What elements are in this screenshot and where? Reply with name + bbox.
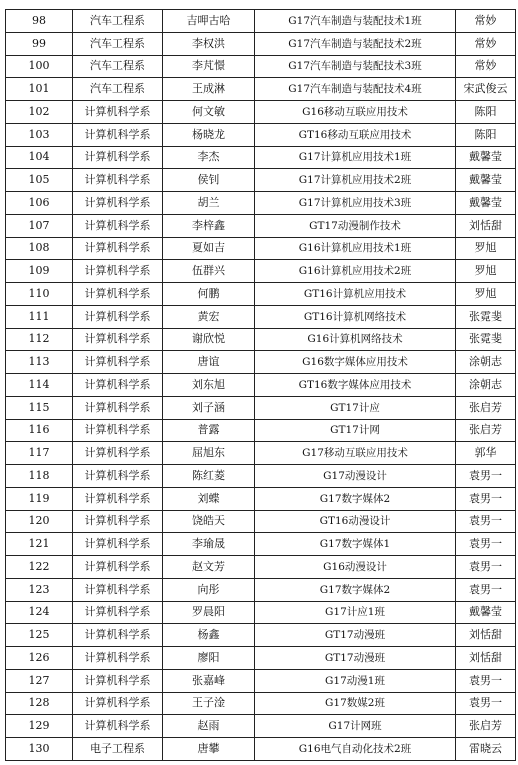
row-number-cell: 122 xyxy=(6,556,73,579)
class-name-cell: G17计算机应用技术1班 xyxy=(255,146,456,169)
department-cell: 计算机科学系 xyxy=(73,556,163,579)
teacher-name-cell: 刘恬甜 xyxy=(456,624,516,647)
student-name-cell: 刘东旭 xyxy=(163,374,255,397)
teacher-name-cell: 刘恬甜 xyxy=(456,214,516,237)
row-number-cell: 108 xyxy=(6,237,73,260)
department-cell: 计算机科学系 xyxy=(73,351,163,374)
teacher-name-cell: 袁男一 xyxy=(456,465,516,488)
teacher-name-cell: 罗旭 xyxy=(456,237,516,260)
table-row xyxy=(6,601,516,624)
student-name-cell: 王子淦 xyxy=(163,692,255,715)
table-row xyxy=(6,260,516,283)
teacher-name-cell: 罗旭 xyxy=(456,260,516,283)
teacher-name-cell: 郭华 xyxy=(456,442,516,465)
student-name-cell: 王成淋 xyxy=(163,78,255,101)
student-name-cell: 夏如吉 xyxy=(163,237,255,260)
department-cell: 计算机科学系 xyxy=(73,123,163,146)
student-name-cell: 普露 xyxy=(163,419,255,442)
class-name-cell: G16动漫设计 xyxy=(255,556,456,579)
department-cell: 计算机科学系 xyxy=(73,442,163,465)
class-name-cell: G17计算机应用技术3班 xyxy=(255,192,456,215)
department-cell: 计算机科学系 xyxy=(73,419,163,442)
department-cell: 计算机科学系 xyxy=(73,692,163,715)
table-row xyxy=(6,328,516,351)
department-cell: 计算机科学系 xyxy=(73,237,163,260)
teacher-name-cell: 张霓斐 xyxy=(456,305,516,328)
department-cell: 计算机科学系 xyxy=(73,669,163,692)
table-row xyxy=(6,123,516,146)
department-cell: 计算机科学系 xyxy=(73,647,163,670)
teacher-name-cell: 陈阳 xyxy=(456,123,516,146)
row-number-cell: 127 xyxy=(6,669,73,692)
teacher-name-cell: 张霓斐 xyxy=(456,328,516,351)
student-name-cell: 向彤 xyxy=(163,578,255,601)
row-number-cell: 119 xyxy=(6,487,73,510)
row-number-cell: 126 xyxy=(6,647,73,670)
table-row xyxy=(6,10,516,33)
student-name-cell: 刘子涵 xyxy=(163,396,255,419)
table-row xyxy=(6,533,516,556)
department-cell: 计算机科学系 xyxy=(73,169,163,192)
student-name-cell: 李梓鑫 xyxy=(163,214,255,237)
department-cell: 计算机科学系 xyxy=(73,465,163,488)
department-cell: 计算机科学系 xyxy=(73,214,163,237)
teacher-name-cell: 常妙 xyxy=(456,10,516,33)
student-name-cell: 罗晨阳 xyxy=(163,601,255,624)
row-number-cell: 130 xyxy=(6,738,73,761)
table-row xyxy=(6,32,516,55)
class-name-cell: G17动漫设计 xyxy=(255,465,456,488)
class-name-cell: GT17计网 xyxy=(255,419,456,442)
student-name-cell: 何鹏 xyxy=(163,283,255,306)
class-name-cell: G17汽车制造与装配技术2班 xyxy=(255,32,456,55)
table-row xyxy=(6,374,516,397)
teacher-name-cell: 戴馨莹 xyxy=(456,169,516,192)
table-row xyxy=(6,351,516,374)
class-name-cell: G17计算机应用技术2班 xyxy=(255,169,456,192)
department-cell: 计算机科学系 xyxy=(73,374,163,397)
teacher-name-cell: 袁男一 xyxy=(456,533,516,556)
class-name-cell: G17数字媒体2 xyxy=(255,578,456,601)
row-number-cell: 128 xyxy=(6,692,73,715)
row-number-cell: 129 xyxy=(6,715,73,738)
student-name-cell: 杨鑫 xyxy=(163,624,255,647)
row-number-cell: 113 xyxy=(6,351,73,374)
row-number-cell: 109 xyxy=(6,260,73,283)
teacher-name-cell: 宋武俊云 xyxy=(456,78,516,101)
teacher-name-cell: 袁男一 xyxy=(456,487,516,510)
class-name-cell: G16计算机网络技术 xyxy=(255,328,456,351)
row-number-cell: 117 xyxy=(6,442,73,465)
department-cell: 计算机科学系 xyxy=(73,192,163,215)
table-row xyxy=(6,487,516,510)
teacher-name-cell: 张启芳 xyxy=(456,419,516,442)
row-number-cell: 100 xyxy=(6,55,73,78)
table-row xyxy=(6,647,516,670)
row-number-cell: 121 xyxy=(6,533,73,556)
table-row xyxy=(6,214,516,237)
class-name-cell: G16移动互联应用技术 xyxy=(255,101,456,124)
row-number-cell: 124 xyxy=(6,601,73,624)
student-name-cell: 吉呷古哈 xyxy=(163,10,255,33)
class-name-cell: G17数字媒体2 xyxy=(255,487,456,510)
row-number-cell: 104 xyxy=(6,146,73,169)
student-name-cell: 赵文芳 xyxy=(163,556,255,579)
teacher-name-cell: 袁男一 xyxy=(456,578,516,601)
student-name-cell: 李权洪 xyxy=(163,32,255,55)
row-number-cell: 105 xyxy=(6,169,73,192)
student-name-cell: 廖阳 xyxy=(163,647,255,670)
student-name-cell: 饶皓天 xyxy=(163,510,255,533)
table-row xyxy=(6,305,516,328)
row-number-cell: 103 xyxy=(6,123,73,146)
department-cell: 计算机科学系 xyxy=(73,487,163,510)
department-cell: 汽车工程系 xyxy=(73,10,163,33)
teacher-name-cell: 戴馨莹 xyxy=(456,192,516,215)
department-cell: 计算机科学系 xyxy=(73,101,163,124)
class-name-cell: G17计网班 xyxy=(255,715,456,738)
teacher-name-cell: 涂朝志 xyxy=(456,351,516,374)
student-name-cell: 李芃憬 xyxy=(163,55,255,78)
class-name-cell: GT16计算机应用技术 xyxy=(255,283,456,306)
class-name-cell: GT17动漫班 xyxy=(255,647,456,670)
student-name-cell: 侯钊 xyxy=(163,169,255,192)
class-name-cell: G17汽车制造与装配技术4班 xyxy=(255,78,456,101)
class-name-cell: GT16移动互联应用技术 xyxy=(255,123,456,146)
class-name-cell: GT16动漫设计 xyxy=(255,510,456,533)
row-number-cell: 120 xyxy=(6,510,73,533)
student-name-cell: 唐谊 xyxy=(163,351,255,374)
table-row xyxy=(6,419,516,442)
teacher-name-cell: 张启芳 xyxy=(456,715,516,738)
row-number-cell: 110 xyxy=(6,283,73,306)
table-row xyxy=(6,55,516,78)
class-name-cell: G16数字媒体应用技术 xyxy=(255,351,456,374)
department-cell: 汽车工程系 xyxy=(73,32,163,55)
student-name-cell: 李瑜晟 xyxy=(163,533,255,556)
teacher-name-cell: 袁男一 xyxy=(456,692,516,715)
department-cell: 计算机科学系 xyxy=(73,146,163,169)
table-row xyxy=(6,556,516,579)
class-name-cell: G16计算机应用技术1班 xyxy=(255,237,456,260)
class-name-cell: G16电气自动化技术2班 xyxy=(255,738,456,761)
teacher-name-cell: 刘恬甜 xyxy=(456,647,516,670)
row-number-cell: 116 xyxy=(6,419,73,442)
table-row xyxy=(6,692,516,715)
row-number-cell: 112 xyxy=(6,328,73,351)
teacher-name-cell: 袁男一 xyxy=(456,669,516,692)
department-cell: 计算机科学系 xyxy=(73,624,163,647)
row-number-cell: 115 xyxy=(6,396,73,419)
teacher-name-cell: 罗旭 xyxy=(456,283,516,306)
student-name-cell: 陈红菱 xyxy=(163,465,255,488)
table-row xyxy=(6,396,516,419)
department-cell: 计算机科学系 xyxy=(73,510,163,533)
teacher-name-cell: 戴馨莹 xyxy=(456,146,516,169)
table-row xyxy=(6,624,516,647)
class-name-cell: G16计算机应用技术2班 xyxy=(255,260,456,283)
teacher-name-cell: 袁男一 xyxy=(456,556,516,579)
teacher-name-cell: 张启芳 xyxy=(456,396,516,419)
table-row xyxy=(6,192,516,215)
student-name-cell: 杨晓龙 xyxy=(163,123,255,146)
row-number-cell: 114 xyxy=(6,374,73,397)
teacher-name-cell: 袁男一 xyxy=(456,510,516,533)
department-cell: 计算机科学系 xyxy=(73,305,163,328)
class-name-cell: G17数媒2班 xyxy=(255,692,456,715)
table-row xyxy=(6,669,516,692)
department-cell: 计算机科学系 xyxy=(73,533,163,556)
table-row xyxy=(6,578,516,601)
table-row xyxy=(6,510,516,533)
class-name-cell: GT17动漫班 xyxy=(255,624,456,647)
student-name-cell: 黄宏 xyxy=(163,305,255,328)
class-name-cell: G17汽车制造与装配技术3班 xyxy=(255,55,456,78)
department-cell: 计算机科学系 xyxy=(73,578,163,601)
row-number-cell: 102 xyxy=(6,101,73,124)
student-teacher-table xyxy=(5,9,516,761)
teacher-name-cell: 陈阳 xyxy=(456,101,516,124)
row-number-cell: 125 xyxy=(6,624,73,647)
class-name-cell: GT16数字媒体应用技术 xyxy=(255,374,456,397)
student-name-cell: 屈旭东 xyxy=(163,442,255,465)
table-row xyxy=(6,465,516,488)
student-name-cell: 唐攀 xyxy=(163,738,255,761)
teacher-name-cell: 雷晓云 xyxy=(456,738,516,761)
department-cell: 电子工程系 xyxy=(73,738,163,761)
department-cell: 计算机科学系 xyxy=(73,260,163,283)
student-name-cell: 李杰 xyxy=(163,146,255,169)
row-number-cell: 106 xyxy=(6,192,73,215)
table-row xyxy=(6,146,516,169)
department-cell: 汽车工程系 xyxy=(73,78,163,101)
class-name-cell: G17数字媒体1 xyxy=(255,533,456,556)
department-cell: 汽车工程系 xyxy=(73,55,163,78)
table-row xyxy=(6,715,516,738)
class-name-cell: GT17计应 xyxy=(255,396,456,419)
table-body xyxy=(6,10,516,761)
class-name-cell: G17动漫1班 xyxy=(255,669,456,692)
student-name-cell: 赵雨 xyxy=(163,715,255,738)
student-name-cell: 何文敏 xyxy=(163,101,255,124)
student-name-cell: 伍群兴 xyxy=(163,260,255,283)
teacher-name-cell: 常妙 xyxy=(456,32,516,55)
row-number-cell: 107 xyxy=(6,214,73,237)
department-cell: 计算机科学系 xyxy=(73,601,163,624)
student-name-cell: 刘蝶 xyxy=(163,487,255,510)
table-row xyxy=(6,237,516,260)
row-number-cell: 111 xyxy=(6,305,73,328)
class-name-cell: GT16计算机网络技术 xyxy=(255,305,456,328)
table-row xyxy=(6,283,516,306)
teacher-name-cell: 常妙 xyxy=(456,55,516,78)
department-cell: 计算机科学系 xyxy=(73,396,163,419)
row-number-cell: 118 xyxy=(6,465,73,488)
department-cell: 计算机科学系 xyxy=(73,715,163,738)
table-row xyxy=(6,169,516,192)
table-row xyxy=(6,738,516,761)
table-row xyxy=(6,442,516,465)
table-row xyxy=(6,101,516,124)
table-row xyxy=(6,78,516,101)
teacher-name-cell: 戴馨莹 xyxy=(456,601,516,624)
row-number-cell: 98 xyxy=(6,10,73,33)
row-number-cell: 101 xyxy=(6,78,73,101)
student-name-cell: 胡兰 xyxy=(163,192,255,215)
department-cell: 计算机科学系 xyxy=(73,283,163,306)
department-cell: 计算机科学系 xyxy=(73,328,163,351)
student-name-cell: 谢欣悦 xyxy=(163,328,255,351)
student-name-cell: 张嘉峰 xyxy=(163,669,255,692)
class-name-cell: G17汽车制造与装配技术1班 xyxy=(255,10,456,33)
class-name-cell: G17移动互联应用技术 xyxy=(255,442,456,465)
row-number-cell: 99 xyxy=(6,32,73,55)
class-name-cell: G17计应1班 xyxy=(255,601,456,624)
row-number-cell: 123 xyxy=(6,578,73,601)
teacher-name-cell: 涂朝志 xyxy=(456,374,516,397)
class-name-cell: GT17动漫制作技术 xyxy=(255,214,456,237)
